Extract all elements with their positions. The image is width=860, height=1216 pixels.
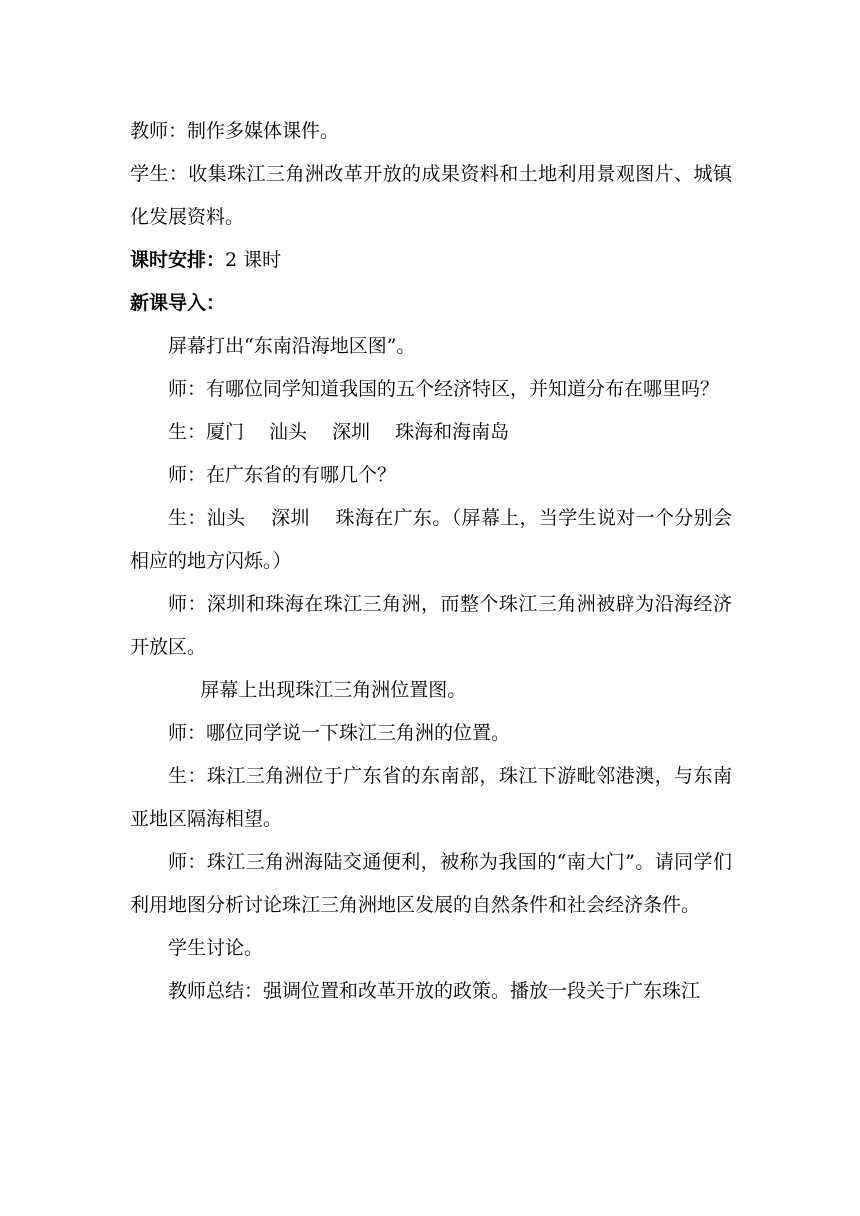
dialogue-paragraph: 师：深圳和珠海在珠江三角洲，而整个珠江三角洲被辟为沿海经济开放区。 [130, 593, 732, 658]
dialogue-paragraph: 师：有哪位同学知道我国的五个经济特区，并知道分布在哪里吗？ [168, 378, 720, 400]
dialogue-paragraph: 屏幕打出“东南沿海地区图”。 [168, 335, 416, 357]
dialogue-paragraph: 生：厦门 汕头 深圳 珠海和海南岛 [168, 421, 510, 443]
dialogue-paragraph: 生：汕头 深圳 珠海在广东。（屏幕上，当学生说对一个分别会相应的地方闪烁。） [130, 507, 732, 572]
dialogue-paragraph: 学生讨论。 [168, 937, 264, 959]
dialogue-paragraph: 师：哪位同学说一下珠江三角洲的位置。 [168, 722, 511, 744]
schedule-label: 课时安排： [130, 249, 226, 271]
dialogue-paragraph: 师：在广东省的有哪几个？ [168, 464, 397, 486]
schedule-line [130, 239, 732, 282]
teacher-prep-paragraph: 教师：制作多媒体课件。 [130, 120, 340, 142]
intro-heading: 新课导入： [130, 292, 226, 314]
dialogue-paragraph: 生：珠江三角洲位于广东省的东南部，珠江下游毗邻港澳，与东南亚地区隔海相望。 [130, 765, 732, 830]
dialogue-paragraph: 屏幕上出现珠江三角洲位置图。 [200, 679, 467, 701]
student-prep-paragraph: 学生：收集珠江三角洲改革开放的成果资料和土地利用景观图片、城镇化发展资料。 [130, 163, 732, 228]
dialogue-paragraph: 教师总结：强调位置和改革开放的政策。播放一段关于广东珠江 [168, 980, 701, 1002]
schedule-value: 2 课时 [225, 249, 282, 271]
document-body [130, 110, 732, 1013]
dialogue-paragraph: 师：珠江三角洲海陆交通便利，被称为我国的“南大门”。请同学们利用地图分析讨论珠江三角洲地区发展的自然条件和社会经济条件。 [130, 851, 732, 916]
